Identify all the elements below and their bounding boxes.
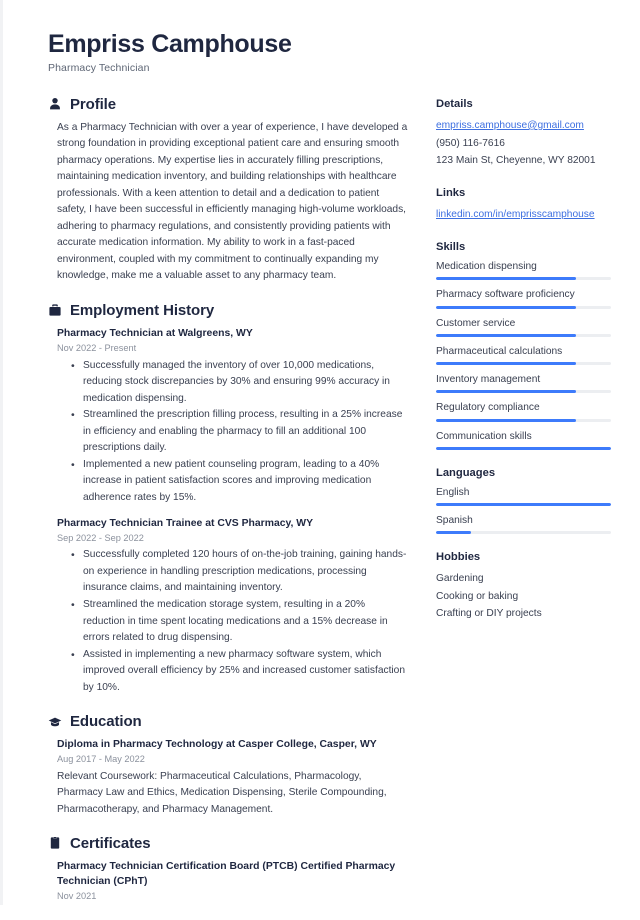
language-item (436, 514, 611, 534)
skill-label: Communication skills (436, 430, 532, 442)
sidebar-hobbies (436, 551, 611, 623)
hobby-item: Gardening (436, 573, 484, 585)
section-education-body (48, 737, 408, 818)
skill-fill (436, 362, 576, 365)
bullet-item: • Assisted in implementing a new pharmacy software system, which improved overall efficiency by 25% and increased customer satisfaction by 10%. (83, 647, 408, 697)
section-education (48, 713, 408, 818)
certificate-entry (57, 859, 408, 903)
section-education-heading (48, 713, 408, 730)
skill-fill (436, 447, 611, 450)
language-track (436, 503, 611, 506)
graduation-cap-icon (48, 715, 62, 729)
section-certificates-body (48, 859, 408, 903)
language-fill (436, 503, 611, 506)
hobby-item: Crafting or DIY projects (436, 608, 542, 620)
bullet-item: • Successfully managed the inventory of over 10,000 medications, reducing stock discrepancies by 30% and ensuring 99% accuracy in medication dispensing. (83, 358, 408, 408)
skill-label: Pharmaceutical calculations (436, 345, 563, 357)
phone-number: (950) 116-7616 (436, 137, 505, 149)
sidebar-links (436, 187, 611, 224)
skill-fill (436, 419, 576, 422)
education-entry-title: Diploma in Pharmacy Technology at Casper College, Casper, WY (57, 739, 377, 751)
candidate-job-title: Pharmacy Technician (48, 61, 150, 74)
skill-track (436, 447, 611, 450)
profile-text: As a Pharmacy Technician with over a year of experience, I have developed a strong foundation in providing exceptional patient care and ensuring smooth pharmacy operations. My expertise lies in accurately filling prescriptions, maintaining medication inventory, and building relationships with healthcare professionals. With a keen attention to detail and a dedication to patient safety, I have been successful in efficiently managing high-volume workloads, adhering to pharmacy regulations, and consistently providing patients with accurate medication information. My ability to work in a fast-paced environment, coupled with my commitment to continually expanding my knowledge, make me a valuable asset to any pharmacy team. (57, 121, 408, 282)
skill-item (436, 317, 611, 337)
skill-fill (436, 390, 576, 393)
certificate-entry-date: Nov 2021 (57, 891, 97, 902)
sidebar-skills-heading: Skills (436, 241, 466, 254)
section-certificates-heading (48, 835, 408, 852)
skill-fill (436, 306, 576, 309)
skill-label: Pharmacy software proficiency (436, 289, 575, 301)
language-label: English (436, 486, 470, 498)
education-entry-description: Relevant Coursework: Pharmaceutical Calculations, Pharmacology, Pharmacy Law and Ethics, Medication Dispensing, Sterile Compounding, Pharmacotherapy, and Pharmacy Management. (57, 771, 387, 815)
linkedin-link[interactable]: linkedin.com/in/emprisscamphouse (436, 209, 595, 221)
section-certificates (48, 835, 408, 903)
section-employment-body (48, 326, 408, 696)
section-profile (48, 96, 408, 285)
skill-item (436, 288, 611, 308)
sidebar-links-heading: Links (436, 187, 466, 200)
employment-entry-date: Sep 2022 - Sep 2022 (57, 532, 144, 543)
language-label: Spanish (436, 515, 473, 527)
user-icon (48, 97, 62, 111)
sidebar-hobbies-heading: Hobbies (436, 551, 481, 564)
skill-track (436, 419, 611, 422)
sidebar-column (436, 96, 611, 640)
employment-entry-date: Nov 2022 - Present (57, 342, 137, 353)
candidate-name: Empriss Camphouse (48, 30, 292, 58)
skill-track (436, 362, 611, 365)
resume-header (48, 30, 608, 74)
resume-columns (48, 96, 608, 920)
skill-fill (436, 334, 576, 337)
education-entry-date: Aug 2017 - May 2022 (57, 754, 145, 765)
language-item (436, 486, 611, 506)
skill-label: Customer service (436, 317, 516, 329)
sidebar-languages (436, 467, 611, 535)
section-title: Profile (70, 95, 116, 113)
skill-label: Medication dispensing (436, 261, 537, 273)
skill-track (436, 277, 611, 280)
section-employment (48, 302, 408, 696)
bullet-item: • Implemented a new patient counseling program, leading to a 40% increase in patient satisfaction scores and improving medication adherence rates by 15%. (83, 457, 408, 507)
hobby-item: Cooking or baking (436, 590, 519, 602)
employment-entry (57, 326, 408, 507)
skill-label: Regulatory compliance (436, 402, 540, 414)
bullet-item: • Streamlined the prescription filling process, resulting in a 25% increase in efficiency and enabling the pharmacy to fill an additional 100 prescriptions daily. (83, 407, 408, 457)
skill-track (436, 306, 611, 309)
section-title: Education (70, 713, 142, 731)
section-profile-body (48, 120, 408, 285)
employment-entry-title: Pharmacy Technician Trainee at CVS Pharmacy, WY (57, 517, 314, 529)
skill-track (436, 390, 611, 393)
skill-item (436, 345, 611, 365)
section-employment-heading (48, 302, 408, 319)
skill-fill (436, 277, 576, 280)
language-fill (436, 531, 471, 534)
employment-entry-bullets (57, 547, 408, 696)
bullet-item: • Streamlined the medication storage system, resulting in a 20% reduction in time spent locating medications and a 15% decrease in errors related to drug dispensing. (83, 597, 408, 647)
section-title: Employment History (70, 301, 215, 319)
skill-item (436, 373, 611, 393)
sidebar-skills (436, 241, 611, 450)
language-track (436, 531, 611, 534)
education-entry (57, 737, 408, 818)
skill-label: Inventory management (436, 374, 541, 386)
bullet-item: • Successfully completed 120 hours of on-the-job training, gaining hands-on experience in handling prescription medications, processing insurance claims, and maintaining inventory. (83, 547, 408, 597)
skill-item (436, 260, 611, 280)
section-title: Certificates (70, 834, 151, 852)
skill-item (436, 401, 611, 421)
briefcase-icon (48, 303, 62, 317)
sidebar-details (436, 98, 611, 171)
certificate-icon (48, 836, 62, 850)
section-profile-heading (48, 96, 408, 113)
skill-item (436, 430, 611, 450)
employment-entry-title: Pharmacy Technician at Walgreens, WY (57, 327, 253, 339)
sidebar-languages-heading: Languages (436, 466, 496, 479)
certificate-entry-title: Pharmacy Technician Certification Board (PTCB) Certified Pharmacy Technician (CPhT) (57, 860, 396, 888)
sidebar-details-heading: Details (436, 97, 473, 110)
email-link[interactable]: empriss.camphouse@gmail.com (436, 119, 584, 131)
employment-entry (57, 516, 408, 697)
employment-entry-bullets (57, 358, 408, 507)
main-column (48, 96, 408, 920)
address: 123 Main St, Cheyenne, WY 82001 (436, 155, 596, 167)
skill-track (436, 334, 611, 337)
